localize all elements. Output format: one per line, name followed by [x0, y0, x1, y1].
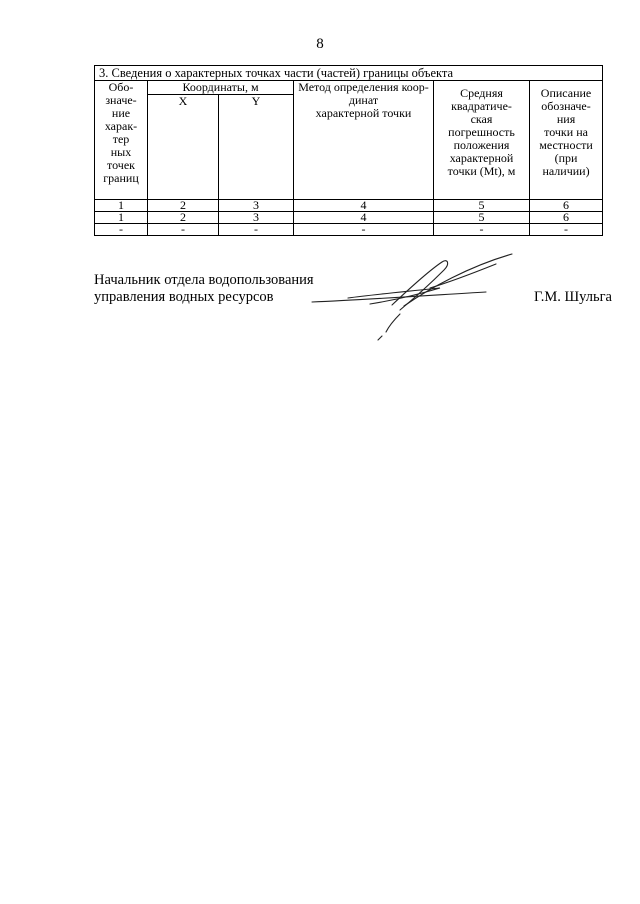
header-description [530, 81, 603, 200]
characteristic-points-table [94, 65, 603, 236]
table-cell: 5 [434, 200, 530, 212]
table-cell: 4 [294, 200, 434, 212]
table-cell: - [148, 224, 219, 236]
table-row [95, 224, 603, 236]
header-designation-text: Обо- значе- ние харак- тер ных точек границ [103, 80, 139, 185]
table-cell: - [219, 224, 294, 236]
table-cell: 1 [95, 200, 148, 212]
header-method-text: Метод определения коор- динат характерной точки [298, 80, 429, 120]
table-cell: 1 [95, 212, 148, 224]
table-cell: 3 [219, 200, 294, 212]
table-cell: 6 [530, 212, 603, 224]
table-cell: 6 [530, 200, 603, 212]
header-method [294, 81, 434, 200]
header-description-text: Описание обозначе- ния точки на местности (при наличии) [539, 86, 593, 178]
header-x: X [148, 95, 219, 200]
header-error [434, 81, 530, 200]
table-row [95, 212, 603, 224]
header-error-text: Средняя квадратиче- ская погрешность положения характерной точки (Mt), м [447, 86, 516, 178]
table-cell: 3 [219, 212, 294, 224]
header-y: Y [219, 95, 294, 200]
signer-name: Г.М. Шульга [534, 289, 612, 305]
table-cell: - [294, 224, 434, 236]
header-coordinates: Координаты, м [148, 81, 294, 95]
page-number: 8 [316, 36, 324, 52]
table-section-title: 3. Сведения о характерных точках части (частей) границы объекта [95, 66, 603, 81]
table-cell: - [530, 224, 603, 236]
table-cell: - [434, 224, 530, 236]
signer-position [94, 272, 314, 306]
header-designation [95, 81, 148, 200]
table-cell: - [95, 224, 148, 236]
table-cell: 4 [294, 212, 434, 224]
table-cell: 2 [148, 200, 219, 212]
table-row [95, 200, 603, 212]
handwritten-signature [300, 248, 530, 343]
table-cell: 2 [148, 212, 219, 224]
signer-position-line1: Начальник отдела водопользования [94, 272, 314, 288]
signer-position-line2: управления водных ресурсов [94, 289, 274, 305]
table-cell: 5 [434, 212, 530, 224]
